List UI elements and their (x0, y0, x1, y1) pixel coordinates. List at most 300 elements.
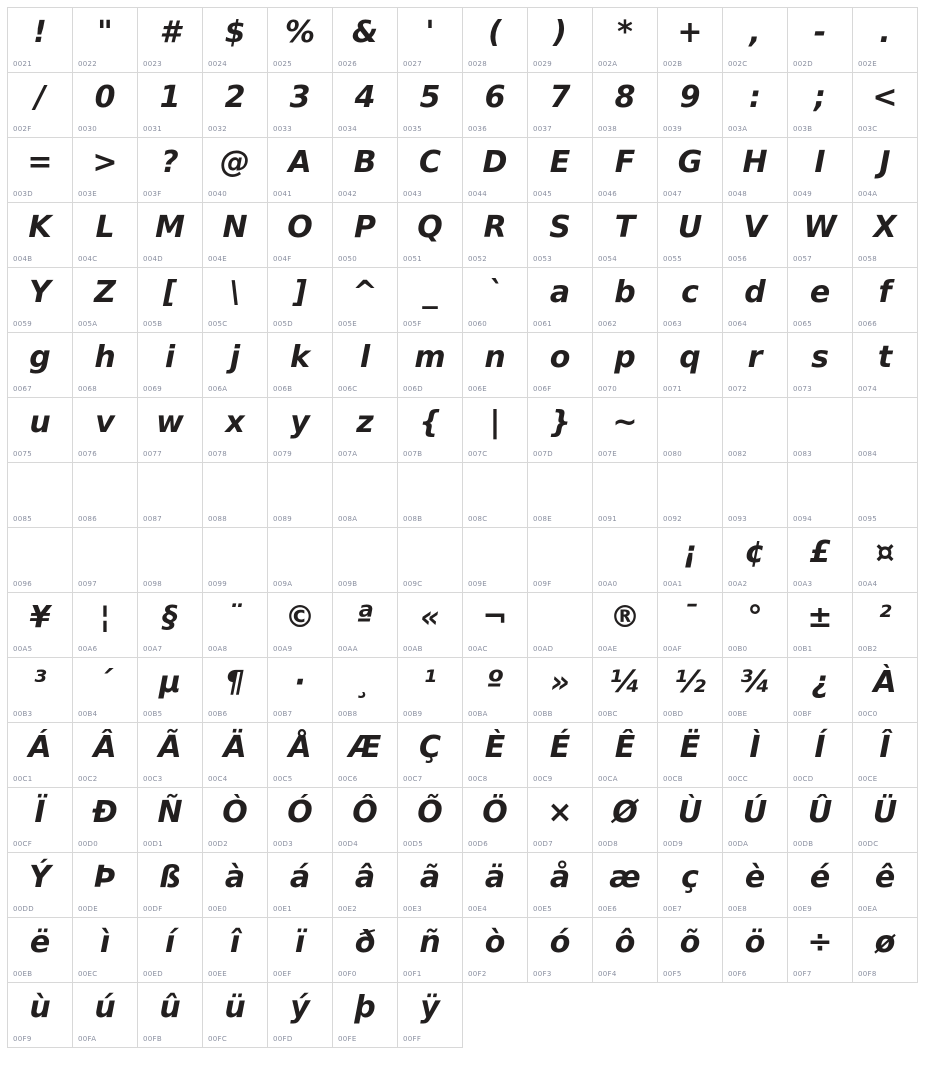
glyph-cell[interactable] (528, 593, 593, 658)
glyph-cell[interactable] (268, 788, 333, 853)
glyph-codepoint: 00EA (858, 905, 878, 913)
glyph-cell[interactable] (723, 8, 788, 73)
glyph-cell[interactable] (268, 333, 333, 398)
glyph-cell[interactable] (463, 463, 528, 528)
glyph-cell[interactable] (73, 658, 138, 723)
glyph-cell[interactable] (8, 918, 73, 983)
glyph-cell[interactable] (203, 593, 268, 658)
glyph-cell[interactable] (398, 138, 463, 203)
glyph-codepoint: 00E5 (533, 905, 552, 913)
glyph-cell[interactable] (203, 333, 268, 398)
glyph-character: ß (159, 860, 181, 895)
glyph-character: X (873, 210, 897, 245)
glyph-character: f (878, 275, 892, 310)
glyph-character: é (809, 860, 831, 895)
glyph-cell[interactable] (8, 333, 73, 398)
glyph-codepoint: 003D (13, 190, 33, 198)
glyph-cell[interactable] (723, 463, 788, 528)
glyph-codepoint: 00CD (793, 775, 814, 783)
glyph-character: [ (163, 275, 177, 310)
glyph-cell[interactable] (268, 8, 333, 73)
glyph-cell[interactable] (73, 203, 138, 268)
glyph-cell[interactable] (528, 333, 593, 398)
glyph-cell[interactable] (268, 983, 333, 1048)
glyph-cell[interactable] (723, 398, 788, 463)
glyph-cell[interactable] (268, 918, 333, 983)
glyph-cell[interactable] (593, 398, 658, 463)
glyph-codepoint: 0083 (793, 450, 813, 458)
glyph-cell[interactable] (73, 268, 138, 333)
glyph-cell[interactable] (463, 853, 528, 918)
glyph-cell[interactable] (658, 398, 723, 463)
glyph-cell[interactable] (788, 918, 853, 983)
glyph-cell[interactable] (8, 788, 73, 853)
glyph-cell[interactable] (528, 463, 593, 528)
glyph-character (463, 532, 527, 574)
glyph-cell[interactable] (398, 723, 463, 788)
glyph-cell[interactable] (398, 203, 463, 268)
glyph-cell[interactable] (528, 788, 593, 853)
glyph-cell[interactable] (333, 788, 398, 853)
glyph-codepoint: 0049 (793, 190, 813, 198)
glyph-cell[interactable] (593, 73, 658, 138)
glyph-character: ¨ (227, 600, 243, 635)
glyph-character: « (420, 600, 440, 635)
glyph-cell[interactable] (138, 203, 203, 268)
glyph-cell[interactable] (853, 723, 918, 788)
glyph-cell[interactable] (528, 918, 593, 983)
glyph-character: ñ (419, 925, 441, 960)
glyph-cell[interactable] (138, 658, 203, 723)
glyph-cell[interactable] (463, 138, 528, 203)
glyph-cell[interactable] (528, 723, 593, 788)
glyph-character: ö (744, 925, 766, 960)
glyph-codepoint: 00A8 (208, 645, 228, 653)
glyph-cell[interactable] (463, 268, 528, 333)
glyph-cell[interactable] (73, 983, 138, 1048)
glyph-cell[interactable] (658, 528, 723, 593)
glyph-cell[interactable] (723, 918, 788, 983)
glyph-character: Ð (92, 795, 118, 830)
glyph-cell[interactable] (8, 73, 73, 138)
glyph-codepoint: 0030 (78, 125, 98, 133)
glyph-codepoint: 0089 (273, 515, 293, 523)
glyph-character: µ (158, 665, 182, 700)
glyph-codepoint: 0062 (598, 320, 618, 328)
glyph-cell[interactable] (398, 463, 463, 528)
glyph-cell[interactable] (658, 658, 723, 723)
glyph-cell[interactable] (723, 138, 788, 203)
glyph-character (268, 532, 332, 574)
glyph-codepoint: 0097 (78, 580, 98, 588)
glyph-character: I (814, 145, 826, 180)
glyph-cell[interactable] (463, 203, 528, 268)
glyph-cell[interactable] (8, 268, 73, 333)
glyph-cell[interactable] (463, 333, 528, 398)
glyph-character: ù (29, 990, 51, 1025)
glyph-cell[interactable] (8, 463, 73, 528)
glyph-cell[interactable] (788, 528, 853, 593)
glyph-cell[interactable] (73, 593, 138, 658)
glyph-character: > (92, 145, 118, 180)
glyph-character (138, 532, 202, 574)
glyph-cell[interactable] (398, 788, 463, 853)
glyph-cell[interactable] (723, 723, 788, 788)
glyph-cell[interactable] (8, 853, 73, 918)
glyph-codepoint: 0085 (13, 515, 33, 523)
glyph-cell[interactable] (788, 73, 853, 138)
glyph-cell[interactable] (203, 138, 268, 203)
glyph-cell[interactable] (853, 398, 918, 463)
glyph-cell[interactable] (853, 918, 918, 983)
glyph-cell[interactable] (398, 8, 463, 73)
glyph-cell[interactable] (203, 463, 268, 528)
glyph-cell[interactable] (203, 918, 268, 983)
glyph-character: O (287, 210, 313, 245)
glyph-cell[interactable] (593, 788, 658, 853)
glyph-character: ± (807, 600, 833, 635)
glyph-cell[interactable] (853, 138, 918, 203)
glyph-cell[interactable] (788, 463, 853, 528)
glyph-cell[interactable] (138, 398, 203, 463)
glyph-character (723, 402, 787, 444)
glyph-codepoint: 003B (793, 125, 813, 133)
glyph-cell[interactable] (268, 73, 333, 138)
glyph-cell[interactable] (138, 8, 203, 73)
glyph-cell[interactable] (138, 138, 203, 203)
glyph-cell[interactable] (73, 853, 138, 918)
glyph-cell[interactable] (528, 73, 593, 138)
glyph-cell[interactable] (788, 268, 853, 333)
glyph-cell[interactable] (398, 333, 463, 398)
glyph-codepoint: 00F0 (338, 970, 357, 978)
glyph-cell[interactable] (658, 463, 723, 528)
glyph-cell[interactable] (593, 463, 658, 528)
glyph-cell[interactable] (528, 138, 593, 203)
glyph-cell[interactable] (528, 398, 593, 463)
glyph-cell[interactable] (73, 918, 138, 983)
glyph-codepoint: 00CA (598, 775, 618, 783)
glyph-character: ü (224, 990, 246, 1025)
glyph-cell[interactable] (593, 918, 658, 983)
glyph-cell[interactable] (73, 528, 138, 593)
glyph-character: q (679, 340, 701, 375)
glyph-cell[interactable] (73, 333, 138, 398)
glyph-cell[interactable] (853, 73, 918, 138)
glyph-cell[interactable] (138, 723, 203, 788)
glyph-cell[interactable] (593, 268, 658, 333)
glyph-character: < (872, 80, 898, 115)
glyph-character: ' (425, 15, 435, 50)
glyph-codepoint: 0037 (533, 125, 553, 133)
glyph-cell[interactable] (203, 398, 268, 463)
glyph-cell[interactable] (658, 268, 723, 333)
glyph-cell[interactable] (268, 268, 333, 333)
glyph-cell[interactable] (658, 723, 723, 788)
glyph-cell[interactable] (853, 463, 918, 528)
glyph-codepoint: 00B0 (728, 645, 748, 653)
glyph-cell[interactable] (658, 138, 723, 203)
glyph-cell[interactable] (853, 203, 918, 268)
glyph-cell[interactable] (203, 723, 268, 788)
glyph-cell[interactable] (138, 73, 203, 138)
glyph-cell[interactable] (398, 918, 463, 983)
glyph-cell[interactable] (333, 658, 398, 723)
glyph-cell[interactable] (138, 593, 203, 658)
glyph-cell[interactable] (463, 528, 528, 593)
glyph-cell[interactable] (788, 398, 853, 463)
glyph-cell[interactable] (723, 658, 788, 723)
glyph-cell[interactable] (268, 398, 333, 463)
glyph-codepoint: 00BD (663, 710, 684, 718)
glyph-cell[interactable] (528, 528, 593, 593)
glyph-cell[interactable] (203, 658, 268, 723)
glyph-cell[interactable] (138, 918, 203, 983)
glyph-codepoint: 00A7 (143, 645, 163, 653)
glyph-cell[interactable] (788, 658, 853, 723)
glyph-cell[interactable] (203, 528, 268, 593)
glyph-cell[interactable] (593, 853, 658, 918)
glyph-cell[interactable] (398, 853, 463, 918)
glyph-codepoint: 00E7 (663, 905, 682, 913)
glyph-cell[interactable] (463, 593, 528, 658)
glyph-codepoint: 00E8 (728, 905, 747, 913)
glyph-cell[interactable] (723, 528, 788, 593)
glyph-cell[interactable] (528, 658, 593, 723)
glyph-character: p (614, 340, 636, 375)
glyph-cell[interactable] (398, 983, 463, 1048)
glyph-cell[interactable] (853, 593, 918, 658)
glyph-cell[interactable] (788, 788, 853, 853)
glyph-character: ¥ (29, 600, 51, 635)
glyph-cell[interactable] (8, 723, 73, 788)
glyph-character (203, 467, 267, 509)
glyph-cell[interactable] (593, 333, 658, 398)
glyph-cell[interactable] (528, 8, 593, 73)
glyph-codepoint: 00F6 (728, 970, 747, 978)
glyph-cell[interactable] (528, 203, 593, 268)
glyph-cell[interactable] (788, 8, 853, 73)
glyph-cell[interactable] (333, 203, 398, 268)
glyph-cell[interactable] (788, 593, 853, 658)
glyph-cell[interactable] (138, 463, 203, 528)
glyph-codepoint: 0033 (273, 125, 293, 133)
glyph-cell[interactable] (73, 398, 138, 463)
glyph-cell[interactable] (658, 918, 723, 983)
glyph-cell[interactable] (593, 723, 658, 788)
glyph-cell[interactable] (268, 463, 333, 528)
glyph-cell[interactable] (398, 398, 463, 463)
glyph-cell[interactable] (723, 788, 788, 853)
glyph-cell[interactable] (203, 853, 268, 918)
glyph-cell[interactable] (723, 203, 788, 268)
glyph-cell[interactable] (333, 918, 398, 983)
glyph-cell[interactable] (268, 528, 333, 593)
glyph-cell[interactable] (333, 138, 398, 203)
glyph-character: ~ (612, 405, 638, 440)
glyph-cell[interactable] (268, 723, 333, 788)
glyph-character: E (549, 145, 571, 180)
glyph-cell[interactable] (853, 333, 918, 398)
glyph-character: Ò (222, 795, 248, 830)
glyph-codepoint: 005C (208, 320, 228, 328)
glyph-cell[interactable] (203, 73, 268, 138)
glyph-cell[interactable] (853, 658, 918, 723)
glyph-cell[interactable] (593, 138, 658, 203)
glyph-cell[interactable] (73, 8, 138, 73)
glyph-cell[interactable] (723, 333, 788, 398)
glyph-codepoint: 00AD (533, 645, 554, 653)
glyph-cell[interactable] (8, 528, 73, 593)
glyph-cell[interactable] (73, 463, 138, 528)
glyph-cell[interactable] (853, 528, 918, 593)
glyph-character: Å (288, 730, 312, 765)
glyph-cell[interactable] (593, 528, 658, 593)
glyph-codepoint: 008B (403, 515, 423, 523)
glyph-cell[interactable] (73, 723, 138, 788)
glyph-character: g (29, 340, 51, 375)
glyph-codepoint: 0099 (208, 580, 228, 588)
glyph-cell[interactable] (593, 203, 658, 268)
glyph-cell[interactable] (788, 723, 853, 788)
glyph-character (268, 467, 332, 509)
glyph-cell[interactable] (853, 788, 918, 853)
glyph-codepoint: 0063 (663, 320, 683, 328)
glyph-cell[interactable] (333, 983, 398, 1048)
glyph-cell[interactable] (593, 8, 658, 73)
glyph-cell[interactable] (138, 788, 203, 853)
glyph-character: Ú (742, 795, 768, 830)
glyph-cell[interactable] (463, 398, 528, 463)
glyph-cell[interactable] (333, 463, 398, 528)
glyph-cell[interactable] (333, 73, 398, 138)
glyph-cell[interactable] (528, 853, 593, 918)
glyph-character: ú (94, 990, 116, 1025)
glyph-cell[interactable] (658, 8, 723, 73)
glyph-cell[interactable] (853, 853, 918, 918)
glyph-character: ý (290, 990, 310, 1025)
glyph-cell[interactable] (268, 203, 333, 268)
glyph-cell[interactable] (528, 268, 593, 333)
glyph-cell[interactable] (8, 593, 73, 658)
glyph-cell[interactable] (788, 203, 853, 268)
glyph-codepoint: 0023 (143, 60, 163, 68)
glyph-cell[interactable] (463, 723, 528, 788)
glyph-codepoint: 009F (533, 580, 552, 588)
glyph-cell[interactable] (203, 203, 268, 268)
glyph-cell[interactable] (853, 8, 918, 73)
glyph-cell[interactable] (463, 73, 528, 138)
glyph-codepoint: 00A9 (273, 645, 293, 653)
glyph-cell[interactable] (723, 593, 788, 658)
glyph-cell[interactable] (138, 983, 203, 1048)
glyph-cell[interactable] (8, 138, 73, 203)
glyph-cell[interactable] (333, 593, 398, 658)
glyph-character: i (164, 340, 176, 375)
glyph-cell[interactable] (268, 593, 333, 658)
glyph-character: É (549, 730, 571, 765)
glyph-cell[interactable] (203, 788, 268, 853)
glyph-cell[interactable] (268, 138, 333, 203)
glyph-cell[interactable] (463, 918, 528, 983)
glyph-cell[interactable] (268, 853, 333, 918)
glyph-cell[interactable] (788, 138, 853, 203)
glyph-cell[interactable] (8, 398, 73, 463)
glyph-cell[interactable] (333, 8, 398, 73)
glyph-cell[interactable] (723, 268, 788, 333)
glyph-character: 6 (484, 80, 506, 115)
glyph-character: h (94, 340, 116, 375)
glyph-cell[interactable] (788, 853, 853, 918)
glyph-codepoint: 0067 (13, 385, 33, 393)
glyph-cell[interactable] (463, 658, 528, 723)
glyph-cell[interactable] (138, 528, 203, 593)
glyph-cell[interactable] (658, 333, 723, 398)
glyph-character (658, 402, 722, 444)
glyph-cell[interactable] (333, 723, 398, 788)
glyph-cell[interactable] (398, 268, 463, 333)
glyph-cell[interactable] (73, 73, 138, 138)
glyph-cell[interactable] (73, 788, 138, 853)
glyph-codepoint: 00EC (78, 970, 98, 978)
glyph-cell[interactable] (853, 268, 918, 333)
glyph-codepoint: 00DF (143, 905, 163, 913)
glyph-cell[interactable] (203, 983, 268, 1048)
glyph-cell[interactable] (788, 333, 853, 398)
glyph-cell[interactable] (203, 268, 268, 333)
glyph-cell[interactable] (593, 658, 658, 723)
glyph-cell[interactable] (658, 593, 723, 658)
glyph-codepoint: 007D (533, 450, 553, 458)
glyph-codepoint: 003C (858, 125, 878, 133)
glyph-character (593, 467, 657, 509)
glyph-cell[interactable] (333, 853, 398, 918)
glyph-cell[interactable] (658, 853, 723, 918)
glyph-cell[interactable] (658, 203, 723, 268)
glyph-cell[interactable] (138, 268, 203, 333)
glyph-cell[interactable] (398, 593, 463, 658)
glyph-cell[interactable] (138, 853, 203, 918)
glyph-cell[interactable] (8, 983, 73, 1048)
glyph-cell[interactable] (203, 8, 268, 73)
glyph-cell[interactable] (398, 73, 463, 138)
glyph-cell[interactable] (333, 528, 398, 593)
glyph-cell[interactable] (658, 73, 723, 138)
glyph-cell[interactable] (138, 333, 203, 398)
glyph-cell[interactable] (723, 853, 788, 918)
glyph-cell[interactable] (8, 658, 73, 723)
glyph-cell[interactable] (333, 333, 398, 398)
glyph-cell[interactable] (333, 398, 398, 463)
glyph-character: d (744, 275, 766, 310)
glyph-cell[interactable] (463, 788, 528, 853)
glyph-character: Y (29, 275, 51, 310)
glyph-cell[interactable] (723, 73, 788, 138)
glyph-cell[interactable] (463, 8, 528, 73)
glyph-codepoint: 0088 (208, 515, 228, 523)
glyph-cell[interactable] (593, 593, 658, 658)
glyph-cell[interactable] (658, 788, 723, 853)
glyph-cell[interactable] (333, 268, 398, 333)
glyph-cell[interactable] (398, 528, 463, 593)
glyph-cell[interactable] (73, 138, 138, 203)
glyph-cell[interactable] (398, 658, 463, 723)
glyph-cell[interactable] (268, 658, 333, 723)
glyph-cell[interactable] (8, 8, 73, 73)
glyph-cell[interactable] (8, 203, 73, 268)
glyph-character: o (549, 340, 571, 375)
glyph-codepoint: 0036 (468, 125, 488, 133)
